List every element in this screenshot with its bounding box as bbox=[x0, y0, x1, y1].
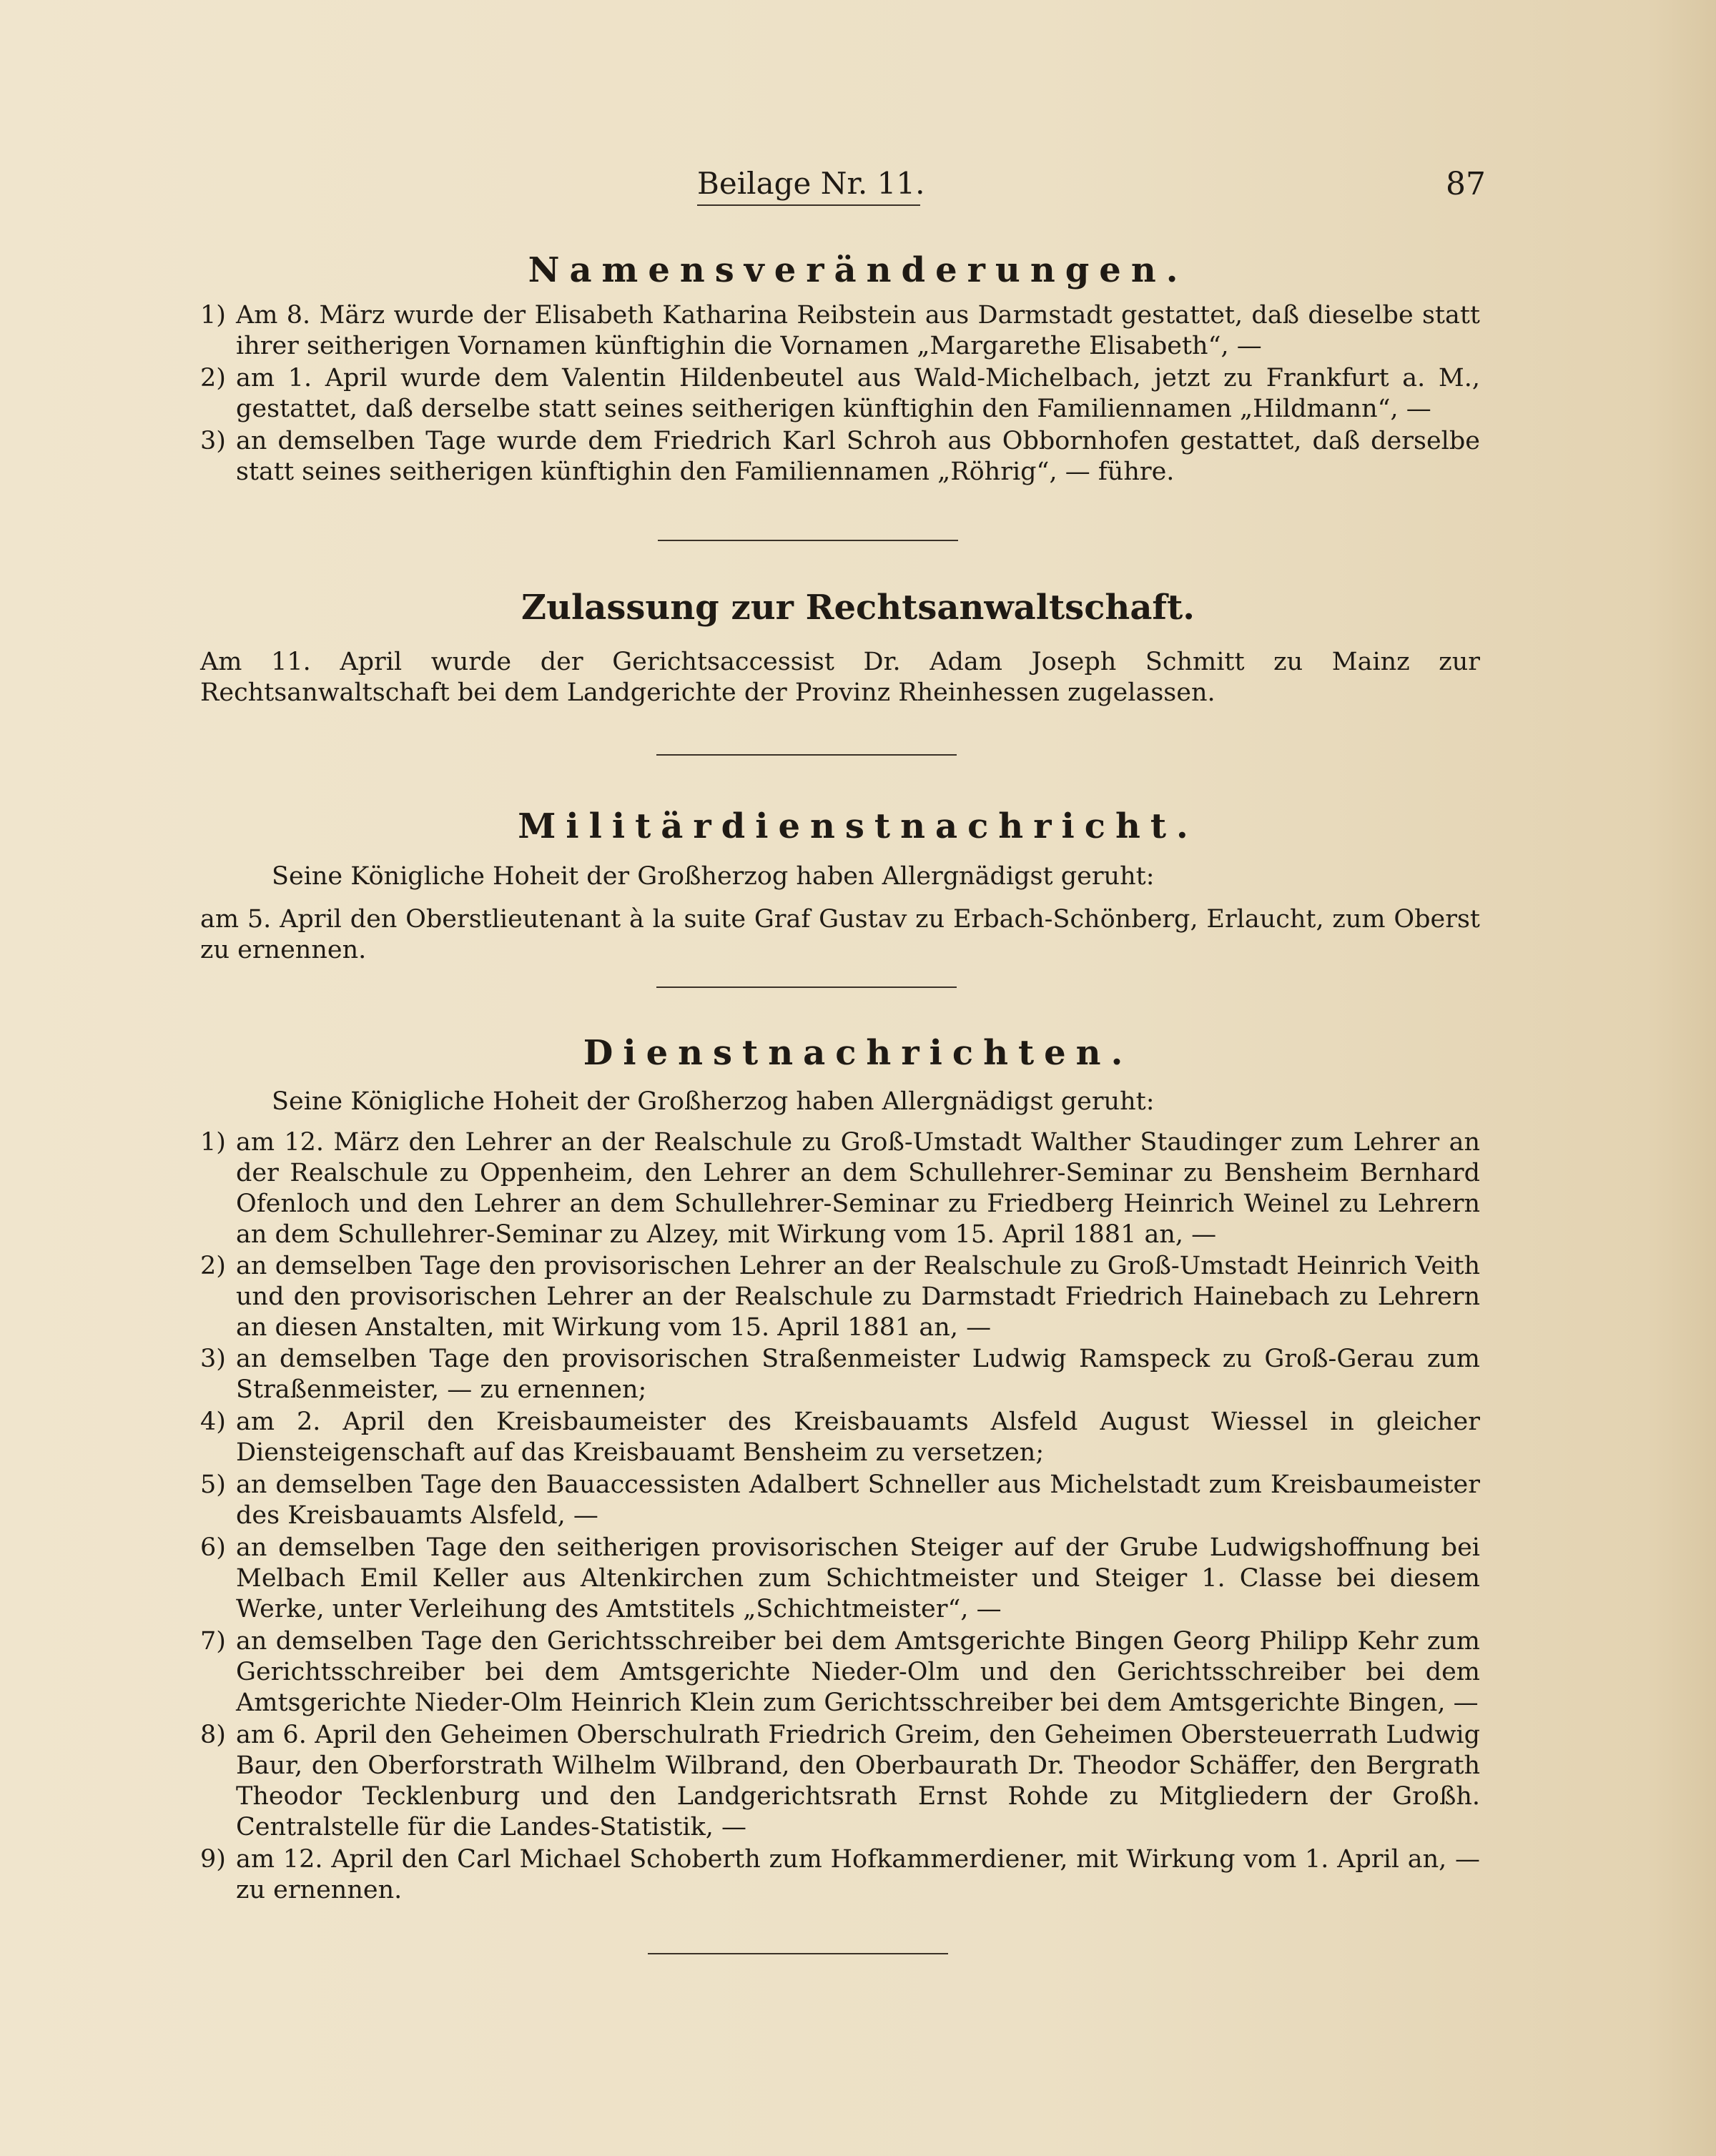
list-item bbox=[200, 426, 1480, 488]
item-text: an demselben Tage wurde dem Friedrich Karl Schroh aus Obbornhofen gestattet, daß derselbe statt seines seitherigen künftighin den Familiennamen „Röhrig“, — führe. bbox=[236, 427, 1480, 486]
list-item bbox=[200, 363, 1480, 425]
section-title-dienstnachrichten: Dienstnachrichten. bbox=[583, 1033, 1133, 1073]
list-item bbox=[200, 1626, 1480, 1719]
list-item bbox=[200, 1470, 1480, 1531]
item-text: an demselben Tage den provisorischen Lehrer an der Realschule zu Groß-Umstadt Heinrich Veith und den provisorischen Lehrer an der Realschule zu Darmstadt Friedrich Hainebach zu Lehrern an diesen Anstalten, mit Wirkung vom 15. April 1881 an, — bbox=[236, 1252, 1480, 1342]
item-text: an demselben Tage den provisorischen Straßenmeister Ludwig Ramspeck zu Groß-Gerau zum Straßenmeister, — zu ernennen; bbox=[236, 1345, 1480, 1404]
item-number: 6) bbox=[200, 1533, 226, 1562]
item-number: 8) bbox=[200, 1721, 226, 1749]
supplement-heading: Beilage Nr. 11. bbox=[697, 166, 925, 201]
item-number: 1) bbox=[200, 301, 226, 330]
list-item bbox=[200, 1844, 1480, 1906]
item-number: 2) bbox=[200, 364, 226, 392]
section-divider bbox=[656, 754, 957, 756]
section-divider bbox=[648, 1953, 948, 1954]
item-number: 2) bbox=[200, 1252, 226, 1280]
item-text: am 12. April den Carl Michael Schoberth zum Hofkammerdiener, mit Wirkung vom 1. April an, — zu ernennen. bbox=[236, 1845, 1480, 1904]
item-number: 5) bbox=[200, 1470, 226, 1499]
list-item bbox=[200, 1720, 1480, 1843]
list-item bbox=[200, 1251, 1480, 1343]
page-number: 87 bbox=[1446, 166, 1486, 202]
dienst-intro: Seine Königliche Hoheit der Großherzog haben Allergnädigst geruht: bbox=[272, 1087, 1155, 1116]
list-item bbox=[200, 1533, 1480, 1625]
item-text: Am 8. März wurde der Elisabeth Katharina Reibstein aus Darmstadt gestattet, daß dieselbe statt ihrer seitherigen Vornamen künftighin die Vornamen „Margarethe Elisabeth“, — bbox=[236, 301, 1480, 360]
item-text: am 1. April wurde dem Valentin Hildenbeutel aus Wald-Michelbach, jetzt zu Frankfurt a. M., gestattet, daß derselbe statt seines seitherigen künftighin den Familiennamen „Hildmann“, — bbox=[236, 364, 1480, 423]
item-text: an demselben Tage den Gerichtsschreiber bei dem Amtsgerichte Bingen Georg Philipp Kehr zum Gerichtsschreiber bei dem Amtsgerichte Nieder-Olm und den Gerichtsschreiber bei dem Amtsgerichte Nieder-Olm Heinrich Klein zum Gerichtsschreiber bei dem Amtsgerichte Bingen, — bbox=[236, 1627, 1480, 1717]
militaer-text: am 5. April den Oberstlieutenant à la suite Graf Gustav zu Erbach-Schönberg, Erlaucht, zum Oberst zu ernennen. bbox=[200, 905, 1480, 964]
item-text: am 6. April den Geheimen Oberschulrath Friedrich Greim, den Geheimen Obersteuerrath Ludwig Baur, den Oberforstrath Wilhelm Wilbrand, den Oberbaurath Dr. Theodor Schäffer, den Bergrath Theodor Tecklenburg und den Landgerichtsrath Ernst Rohde zu Mitgliedern der Großh. Centralstelle für die Landes-Statistik, — bbox=[236, 1721, 1480, 1841]
item-text: an demselben Tage den seitherigen provisorischen Steiger auf der Grube Ludwigshoffnung bei Melbach Emil Keller aus Altenkirchen zum Schichtmeister und Steiger 1. Classe bei diesem Werke, unter Verleihung des Amtstitels „Schichtmeister“, — bbox=[236, 1533, 1480, 1623]
supplement-underline bbox=[697, 204, 920, 206]
list-item bbox=[200, 1127, 1480, 1250]
zulassung-text: Am 11. April wurde der Gerichtsaccessist Dr. Adam Joseph Schmitt zu Mainz zur Rechtsanwaltschaft bei dem Landgerichte der Provinz Rheinhessen zugelassen. bbox=[200, 648, 1480, 707]
section-title-zulassung: Zulassung zur Rechtsanwaltschaft. bbox=[521, 588, 1195, 628]
item-text: am 2. April den Kreisbaumeister des Kreisbauamts Alsfeld August Wiessel in gleicher Diensteigenschaft auf das Kreisbauamt Bensheim zu versetzen; bbox=[236, 1408, 1480, 1467]
item-number: 3) bbox=[200, 427, 226, 455]
list-item bbox=[200, 1344, 1480, 1405]
militaer-intro: Seine Königliche Hoheit der Großherzog haben Allergnädigst geruht: bbox=[272, 862, 1155, 891]
section-divider bbox=[658, 540, 958, 541]
list-item bbox=[200, 1407, 1480, 1468]
item-number: 4) bbox=[200, 1408, 226, 1436]
item-text: an demselben Tage den Bauaccessisten Adalbert Schneller aus Michelstadt zum Kreisbaumeister des Kreisbauamts Alsfeld, — bbox=[236, 1470, 1480, 1530]
section-title-militaerdienstnachricht: Militärdienstnachricht. bbox=[518, 806, 1198, 846]
item-number: 7) bbox=[200, 1627, 226, 1656]
item-number: 3) bbox=[200, 1345, 226, 1373]
item-number: 1) bbox=[200, 1128, 226, 1157]
section-title-namensveraenderungen: Namensveränderungen. bbox=[528, 250, 1188, 290]
list-item bbox=[200, 300, 1480, 362]
item-number: 9) bbox=[200, 1845, 226, 1874]
section-divider bbox=[656, 986, 957, 988]
item-text: am 12. März den Lehrer an der Realschule zu Groß-Umstadt Walther Staudinger zum Lehrer an der Realschule zu Oppenheim, den Lehrer an dem Schullehrer-Seminar zu Bensheim Bernhard Ofenloch und den Lehrer an dem Schullehrer-Seminar zu Friedberg Heinrich Weinel zu Lehrern an dem Schullehrer-Seminar zu Alzey, mit Wirkung vom 15. April 1881 an, — bbox=[236, 1128, 1480, 1249]
